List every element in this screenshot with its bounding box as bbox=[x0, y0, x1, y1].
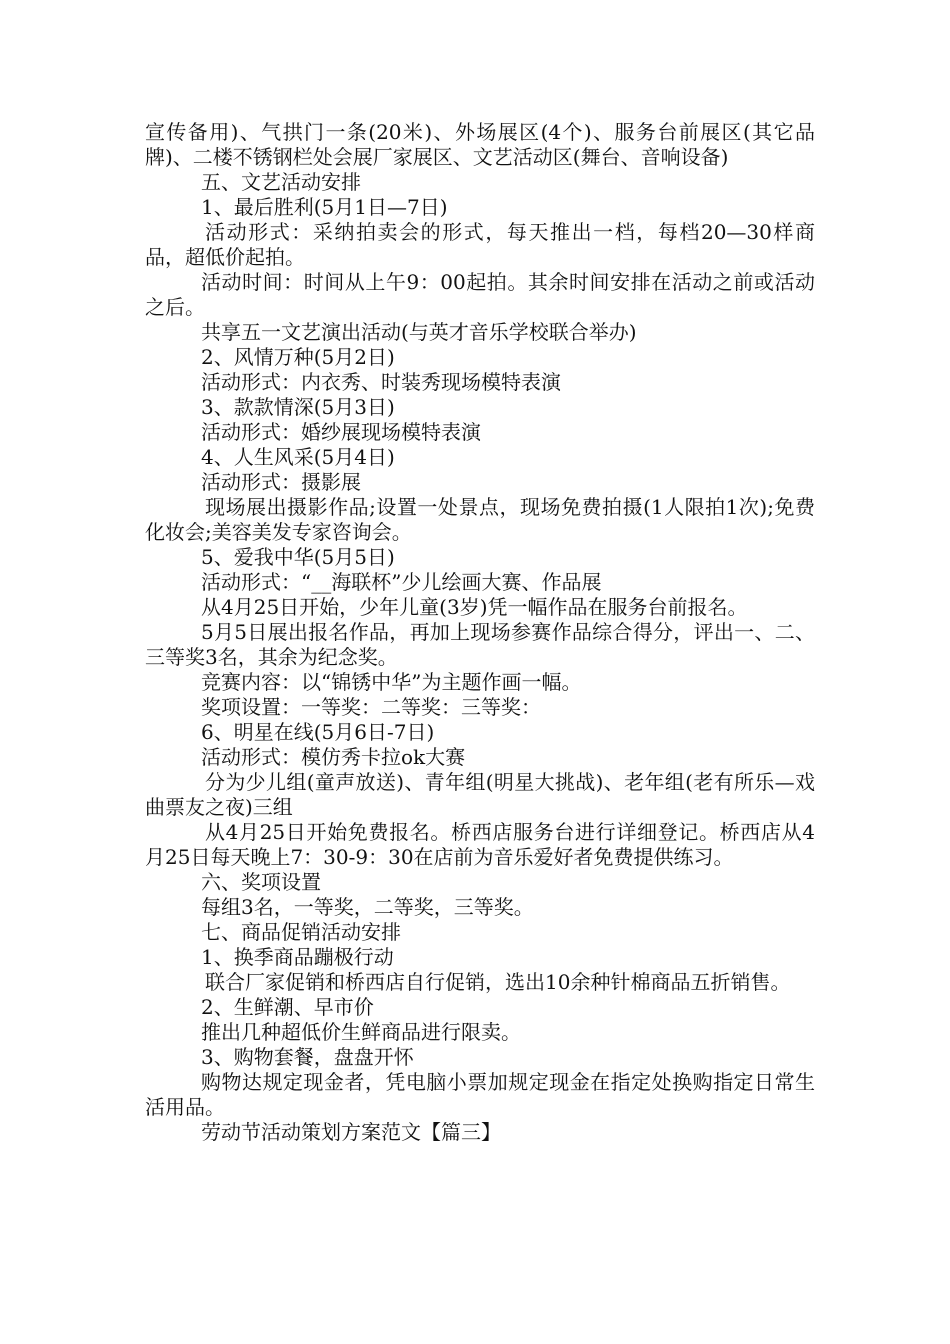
heading-section-5: 五、文艺活动安排 bbox=[201, 170, 361, 194]
paragraph-activity-3-form: 活动形式：婚纱展现场模特表演 bbox=[201, 420, 481, 444]
paragraph-prize-count: 每组3名，一等奖，二等奖，三等奖。 bbox=[201, 895, 534, 919]
paragraph-activity-5-judging: 5月5日展出报名作品，再加上现场参赛作品综合得分，评出一、二、三等奖3名，其余为纪念奖。 bbox=[145, 620, 815, 669]
paragraph-promo-1: 联合厂家促销和桥西店自行促销，选出10余种针棉商品五折销售。 bbox=[205, 970, 791, 994]
paragraph-activity-4-form: 活动形式：摄影展 bbox=[201, 470, 361, 494]
subheading-activity-2: 2、风情万种(5月2日) bbox=[201, 345, 395, 369]
heading-section-6: 六、奖项设置 bbox=[201, 870, 321, 894]
paragraph-activity-5-content: 竞赛内容：以“锦锈中华”为主题作画一幅。 bbox=[201, 670, 582, 694]
paragraph-promo-2: 推出几种超低价生鲜商品进行限卖。 bbox=[201, 1020, 521, 1044]
paragraph-activity-6-signup: 从4月25日开始免费报名。桥西店服务台进行详细登记。桥西店从4月25日每天晚上7：30-9：30在店前为音乐爱好者免费提供练习。 bbox=[145, 820, 815, 869]
document-body bbox=[145, 120, 815, 1145]
paragraph-shared-performance: 共享五一文艺演出活动(与英才音乐学校联合举办) bbox=[201, 320, 637, 344]
subheading-promo-2: 2、生鲜潮、早市价 bbox=[201, 995, 374, 1019]
paragraph-activity-5-form: 活动形式：“__海联杯”少儿绘画大赛、作品展 bbox=[201, 570, 602, 594]
subheading-promo-3: 3、购物套餐，盘盘开怀 bbox=[201, 1045, 414, 1069]
paragraph-venue-list: 宣传备用)、气拱门一条(20米)、外场展区(4个)、服务台前展区(其它品牌)、二楼不锈钢栏处会展厂家展区、文艺活动区(舞台、音响设备) bbox=[145, 120, 815, 169]
subheading-activity-6: 6、明星在线(5月6日-7日) bbox=[201, 720, 435, 744]
heading-section-7: 七、商品促销活动安排 bbox=[201, 920, 401, 944]
paragraph-activity-5-signup: 从4月25日开始，少年儿童(3岁)凭一幅作品在服务台前报名。 bbox=[201, 595, 748, 619]
paragraph-activity-6-groups: 分为少儿组(童声放送)、青年组(明星大挑战)、老年组(老有所乐—戏曲票友之夜)三组 bbox=[145, 770, 815, 819]
subheading-activity-1: 1、最后胜利(5月1日—7日) bbox=[201, 195, 448, 219]
subheading-activity-5: 5、爱我中华(5月5日) bbox=[201, 545, 395, 569]
paragraph-promo-3: 购物达规定现金者，凭电脑小票加规定现金在指定处换购指定日常生活用品。 bbox=[145, 1070, 815, 1119]
subheading-activity-3: 3、款款情深(5月3日) bbox=[201, 395, 395, 419]
paragraph-activity-2-form: 活动形式：内衣秀、时装秀现场模特表演 bbox=[201, 370, 561, 394]
heading-article-part-3: 劳动节活动策划方案范文【篇三】 bbox=[201, 1120, 501, 1144]
paragraph-activity-4-detail: 现场展出摄影作品;设置一处景点，现场免费拍摄(1人限拍1次);免费化妆会;美容美发专家咨询会。 bbox=[145, 495, 815, 544]
paragraph-activity-5-prizes: 奖项设置：一等奖：二等奖：三等奖： bbox=[201, 695, 541, 719]
subheading-promo-1: 1、换季商品蹦极行动 bbox=[201, 945, 394, 969]
paragraph-activity-6-form: 活动形式：模仿秀卡拉ok大赛 bbox=[201, 745, 466, 769]
paragraph-activity-1-time: 活动时间：时间从上午9：00起拍。其余时间安排在活动之前或活动之后。 bbox=[145, 270, 815, 319]
paragraph-activity-1-form: 活动形式：采纳拍卖会的形式，每天推出一档，每档20—30样商品，超低价起拍。 bbox=[145, 220, 815, 269]
subheading-activity-4: 4、人生风采(5月4日) bbox=[201, 445, 395, 469]
